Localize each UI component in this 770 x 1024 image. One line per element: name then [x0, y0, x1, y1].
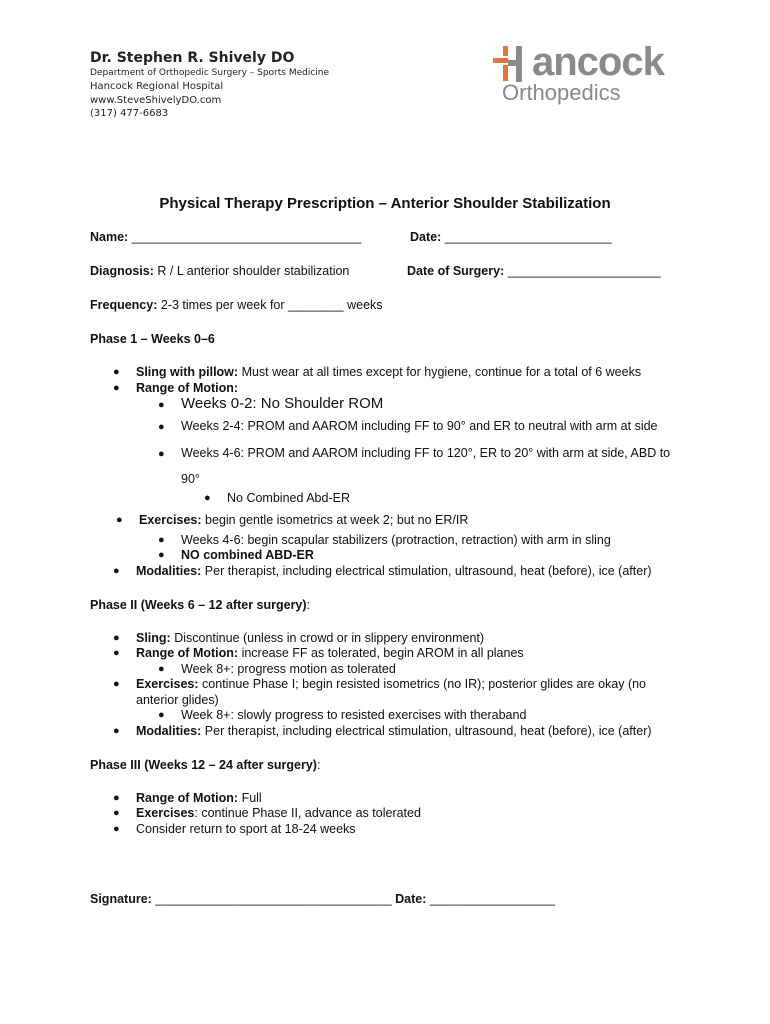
- list-item: Sling: Discontinue (unless in crowd or in slippery environment): [136, 631, 485, 645]
- date-field: [410, 230, 612, 244]
- bullet-icon: ●: [158, 448, 165, 460]
- list-item: Range of Motion:: [136, 381, 239, 395]
- hospital: Hancock Regional Hospital: [90, 81, 224, 92]
- bullet-icon: ●: [113, 792, 120, 804]
- list-item: Exercises: continue Phase II, advance as tolerated: [136, 806, 421, 820]
- list-item: No Combined Abd-ER: [227, 491, 350, 505]
- phase3-heading: Phase III (Weeks 12 – 24 after surgery):: [90, 758, 321, 772]
- bullet-icon: ●: [116, 514, 123, 526]
- date-label: Date:: [410, 230, 442, 244]
- list-item: Weeks 2-4: PROM and AAROM including FF to 90° and ER to neutral with arm at side: [181, 419, 658, 433]
- phase2-heading: Phase II (Weeks 6 – 12 after surgery):: [90, 598, 311, 612]
- department: Department of Orthopedic Surgery – Sports Medicine: [90, 68, 330, 78]
- name-field: [90, 230, 361, 244]
- diagnosis-value: R / L anterior shoulder stabilization: [157, 264, 350, 278]
- hancock-orthopedics-logo: [486, 40, 726, 110]
- phone: (317) 477-6683: [90, 108, 169, 119]
- list-item: Modalities: Per therapist, including electrical stimulation, ultrasound, heat (before), ice (after): [136, 564, 652, 578]
- signature-date-line: __________________: [429, 892, 556, 906]
- page-title: Physical Therapy Prescription – Anterior Shoulder Stabilization: [159, 195, 611, 212]
- bullet-icon: ●: [113, 632, 120, 644]
- website: www.SteveShivelyDO.com: [90, 95, 222, 106]
- name-label: Name:: [90, 230, 129, 244]
- bullet-icon: ●: [158, 534, 165, 546]
- date-line: ________________________: [444, 230, 612, 244]
- list-item: Range of Motion: increase FF as tolerated, begin AROM in all planes: [136, 646, 524, 660]
- bullet-icon: ●: [113, 725, 120, 737]
- bullet-icon: ●: [113, 807, 120, 819]
- list-item: Week 8+: progress motion as tolerated: [181, 662, 396, 676]
- surgery-date-label: Date of Surgery:: [407, 264, 505, 278]
- bullet-icon: ●: [113, 678, 120, 690]
- logo-top-text: ancock: [532, 40, 664, 84]
- diagnosis-label: Diagnosis:: [90, 264, 154, 278]
- list-item: Weeks 4-6: PROM and AAROM including FF to 120°, ER to 20° with arm at side, ABD to: [181, 446, 671, 460]
- bullet-icon: ●: [158, 549, 165, 561]
- bullet-icon: ●: [113, 823, 120, 835]
- hancock-h-logo-icon: [490, 46, 530, 82]
- doctor-name: Dr. Stephen R. Shively DO: [90, 50, 295, 66]
- bullet-icon: ●: [158, 663, 165, 675]
- list-item: Modalities: Per therapist, including electrical stimulation, ultrasound, heat (before), ice (after): [136, 724, 652, 738]
- signature-date-label: Date:: [395, 892, 427, 906]
- bullet-icon: ●: [204, 492, 211, 504]
- frequency-value: 2-3 times per week for ________ weeks: [160, 298, 383, 312]
- surgery-date-line: ______________________: [507, 264, 661, 278]
- name-line: _________________________________: [131, 230, 362, 244]
- list-item: Exercises: begin gentle isometrics at week 2; but no ER/IR: [139, 513, 469, 527]
- surgery-date-field: [407, 264, 661, 278]
- diagnosis-field: [90, 264, 349, 278]
- signature-label: Signature:: [90, 892, 152, 906]
- list-item-continued: anterior glides): [136, 693, 219, 707]
- list-item: Consider return to sport at 18-24 weeks: [136, 822, 356, 836]
- list-item-continued: 90°: [181, 472, 200, 486]
- list-item: Exercises: continue Phase I; begin resisted isometrics (no IR); posterior glides are okay (no: [136, 677, 647, 691]
- frequency-label: Frequency:: [90, 298, 158, 312]
- list-item: NO combined ABD-ER: [181, 548, 314, 562]
- bullet-icon: ●: [113, 647, 120, 659]
- list-item: Weeks 0-2: No Shoulder ROM: [181, 395, 384, 412]
- bullet-icon: ●: [158, 399, 165, 411]
- phase1-heading: Phase 1 – Weeks 0–6: [90, 332, 215, 346]
- list-item: Sling with pillow: Must wear at all times except for hygiene, continue for a total of 6 weeks: [136, 365, 642, 379]
- bullet-icon: ●: [158, 421, 165, 433]
- frequency-field: [90, 298, 383, 312]
- list-item: Week 8+: slowly progress to resisted exercises with theraband: [181, 708, 527, 722]
- signature-line: __________________________________: [155, 892, 392, 906]
- list-item: Range of Motion: Full: [136, 791, 262, 805]
- bullet-icon: ●: [113, 366, 120, 378]
- list-item: Weeks 4-6: begin scapular stabilizers (protraction, retraction) with arm in sling: [181, 533, 611, 547]
- bullet-icon: ●: [113, 382, 120, 394]
- bullet-icon: ●: [158, 709, 165, 721]
- logo-bottom-text: Orthopedics: [502, 80, 621, 105]
- signature-field: [90, 892, 555, 906]
- bullet-icon: ●: [113, 565, 120, 577]
